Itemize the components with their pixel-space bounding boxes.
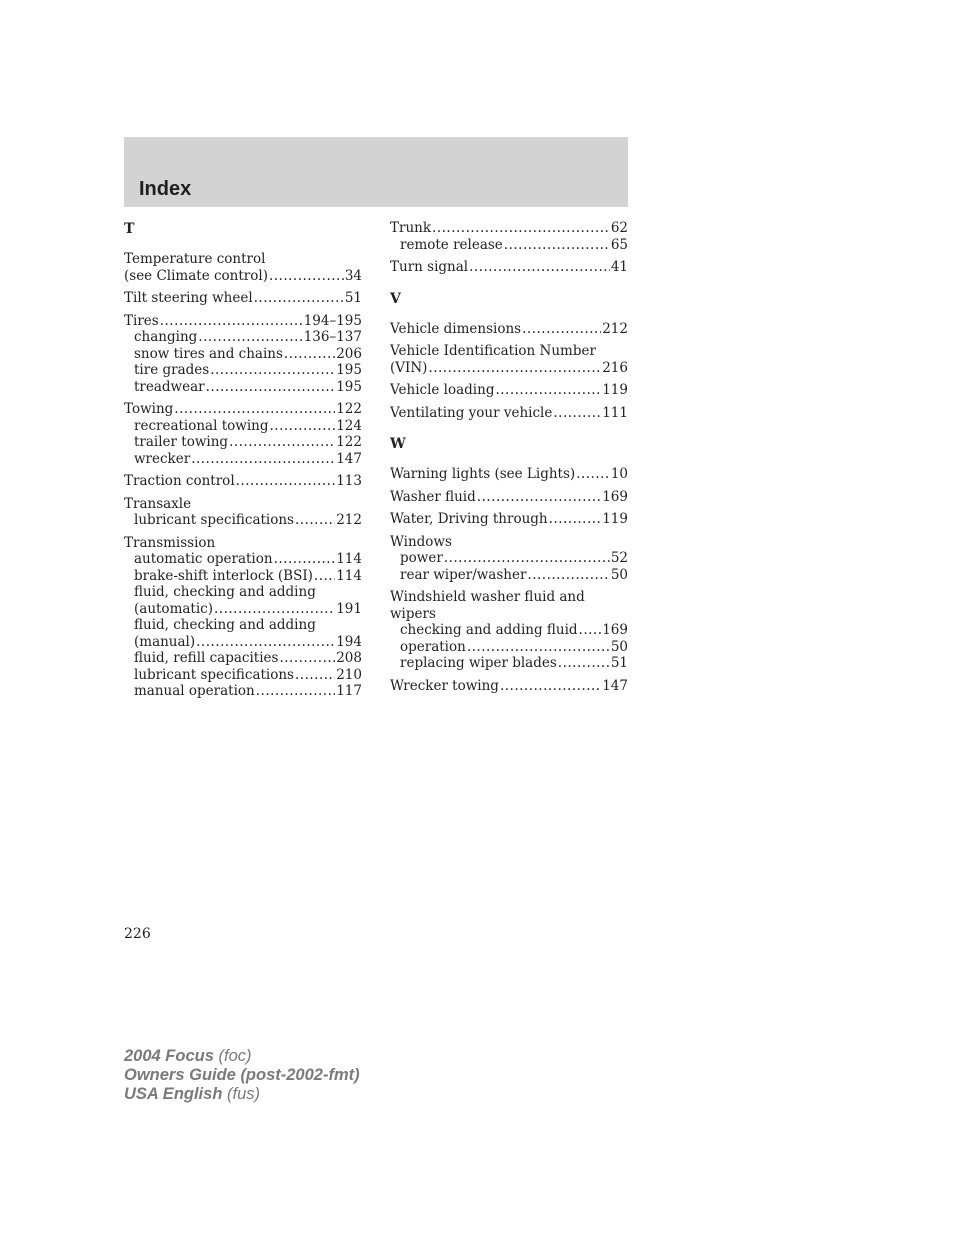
index-page-ref: 113 [336, 473, 362, 489]
index-entry-line [124, 313, 362, 330]
index-subentry-line [124, 379, 362, 396]
index-term: remote release [400, 236, 503, 253]
index-entry-line [390, 405, 628, 422]
index-entry-line [390, 360, 628, 377]
dot-leader [210, 362, 335, 379]
dot-leader [160, 313, 303, 330]
index-term: Transmission [124, 534, 216, 551]
index-page-ref: 122 [336, 434, 362, 450]
dot-leader [558, 655, 610, 672]
index-entry-line [124, 268, 362, 285]
index-subentry-line [124, 650, 362, 667]
dot-leader [495, 382, 601, 399]
index-subentry-line [124, 634, 362, 651]
index-page-ref: 119 [602, 511, 628, 527]
index-page-ref: 210 [336, 666, 362, 683]
index-term: manual operation [134, 683, 255, 699]
index-term: Tires [124, 312, 159, 329]
dot-leader [504, 237, 610, 254]
index-term: Vehicle dimensions [390, 320, 522, 337]
index-subentry-line [124, 551, 362, 568]
index-entry [390, 534, 628, 584]
dot-leader [214, 601, 335, 618]
index-letter-heading: W [390, 436, 406, 452]
index-entry [124, 535, 362, 700]
index-page-ref: 194 [336, 633, 362, 650]
dot-leader [295, 667, 335, 684]
index-subentry-line [124, 568, 362, 585]
index-page-ref: 169 [602, 488, 628, 505]
index-entry-line [390, 466, 628, 483]
dot-leader [579, 622, 602, 639]
index-entry [124, 473, 362, 490]
index-term: tire grades [134, 362, 210, 378]
index-subentry-line [124, 329, 362, 346]
footer-model-code: (foc) [218, 1047, 252, 1065]
index-page-ref: 111 [602, 404, 628, 421]
index-term: lubricant specifications [134, 666, 294, 683]
index-term: recreational towing [134, 417, 269, 434]
index-term: wrecker [134, 450, 191, 467]
index-term: Vehicle Identification Number [390, 343, 596, 359]
index-entry-line [124, 473, 362, 490]
index-entry [390, 489, 628, 506]
index-term: (manual) [134, 633, 196, 650]
index-entry-line [390, 259, 628, 276]
dot-leader [444, 550, 610, 567]
index-subentry-line [390, 622, 628, 639]
dot-leader [553, 405, 601, 422]
index-term: Washer fluid [390, 488, 476, 505]
index-page-ref: 34 [344, 267, 362, 284]
index-entry-line [124, 535, 362, 552]
footer-language: USA English [124, 1085, 223, 1103]
dot-leader [428, 360, 601, 377]
index-term: (VIN) [390, 359, 428, 376]
index-subentry-line [390, 567, 628, 584]
index-subentry-line [124, 346, 362, 363]
dot-leader [174, 401, 335, 418]
index-term: Wrecker towing [390, 677, 499, 694]
index-subentry-line [124, 418, 362, 435]
index-page-ref: 51 [344, 290, 362, 306]
index-subentry-line [124, 512, 362, 529]
index-entry-line [390, 606, 628, 623]
index-term: treadwear [134, 378, 205, 395]
index-page-ref: 124 [336, 417, 362, 434]
index-page-ref: 114 [336, 567, 362, 584]
dot-leader [527, 567, 609, 584]
footer-line-guide [124, 1066, 360, 1085]
index-page-ref: 212 [336, 512, 362, 528]
index-subentry-line [124, 362, 362, 379]
index-term: Trunk [390, 220, 432, 236]
index-term: wipers [390, 605, 436, 622]
dot-leader [198, 329, 302, 346]
index-page-ref: 191 [336, 600, 362, 617]
footer-line-language [124, 1085, 360, 1104]
index-term: Transaxle [124, 495, 192, 512]
index-entry-line [390, 321, 628, 338]
dot-leader [295, 512, 335, 529]
dot-leader [274, 551, 336, 568]
index-subentry-line [390, 655, 628, 672]
index-page-ref: 117 [336, 683, 362, 699]
index-entry-line [390, 220, 628, 237]
index-subentry-line [124, 584, 362, 601]
dot-leader [469, 259, 610, 276]
index-page-ref: 50 [610, 566, 628, 583]
index-page-ref: 10 [610, 466, 628, 482]
dot-leader [522, 321, 601, 338]
index-term: snow tires and chains [134, 345, 283, 362]
page-number: 226 [124, 926, 151, 942]
index-entry-line [390, 382, 628, 399]
index-term: brake-shift interlock (BSI) [134, 567, 313, 584]
dot-leader [284, 346, 335, 363]
index-term: Vehicle loading [390, 382, 495, 398]
index-entry [124, 313, 362, 396]
index-subentry-line [124, 601, 362, 618]
index-term: fluid, checking and adding [134, 584, 316, 600]
dot-leader [432, 220, 610, 237]
index-term: trailer towing [134, 434, 229, 450]
index-term: (see Climate control) [124, 267, 268, 284]
index-term: fluid, refill capacities [134, 650, 279, 666]
index-page-ref: 208 [336, 650, 362, 666]
index-term: Windows [390, 533, 452, 550]
index-page-ref: 41 [610, 259, 628, 275]
dot-leader [254, 290, 344, 307]
index-page-ref: 51 [610, 655, 628, 671]
index-term: Water, Driving through [390, 511, 548, 527]
index-page-ref: 195 [336, 362, 362, 378]
index-term: lubricant specifications [134, 512, 294, 528]
index-page-ref: 216 [602, 359, 628, 376]
index-entry-line [390, 511, 628, 528]
index-page-ref: 50 [610, 638, 628, 655]
index-page-ref: 194–195 [303, 312, 362, 329]
index-term: Turn signal [390, 259, 469, 275]
index-entry [390, 405, 628, 422]
index-entry [390, 321, 628, 338]
index-term: operation [400, 638, 466, 655]
footer-guide: Owners Guide (post-2002-fmt) [124, 1066, 360, 1084]
index-page-ref: 136–137 [303, 329, 362, 345]
footer-language-code: (fus) [227, 1085, 260, 1103]
index-entry [124, 290, 362, 307]
index-entry-line [390, 589, 628, 606]
footer-model: 2004 Focus [124, 1047, 214, 1065]
index-column-right [390, 220, 628, 700]
index-page-ref: 206 [336, 345, 362, 362]
index-term: automatic operation [134, 551, 273, 567]
index-entry [124, 496, 362, 529]
document-footer [124, 1047, 360, 1104]
index-entry-line [124, 251, 362, 268]
index-page-ref: 147 [336, 450, 362, 467]
index-entry [390, 382, 628, 399]
index-column-left [124, 220, 362, 706]
index-subentry-line [390, 639, 628, 656]
dot-leader [191, 451, 335, 468]
index-term: checking and adding fluid [400, 622, 578, 638]
dot-leader [467, 639, 610, 656]
dot-leader [206, 379, 336, 396]
index-entry [390, 466, 628, 483]
index-entry [390, 678, 628, 695]
index-subentry-line [390, 550, 628, 567]
index-term: Windshield washer fluid and [390, 589, 585, 605]
index-page-ref: 52 [610, 550, 628, 566]
index-entry [390, 259, 628, 276]
index-entry [390, 511, 628, 528]
index-term: Warning lights (see Lights) [390, 466, 576, 482]
index-term: (automatic) [134, 600, 213, 617]
index-entry [124, 251, 362, 284]
index-subentry-line [124, 434, 362, 451]
index-page-ref: 62 [610, 220, 628, 236]
index-entry-line [124, 290, 362, 307]
index-term: Tilt steering wheel [124, 290, 253, 306]
index-entry-line [390, 678, 628, 695]
index-term: Traction control [124, 473, 235, 489]
dot-leader [236, 473, 336, 490]
index-page-ref: 195 [336, 378, 362, 395]
index-entry-line [124, 401, 362, 418]
index-page-ref: 147 [602, 677, 628, 694]
index-page-ref: 114 [336, 551, 362, 567]
index-letter-heading: T [124, 221, 135, 237]
dot-leader [279, 650, 335, 667]
index-term: replacing wiper blades [400, 655, 557, 671]
index-term: Ventilating your vehicle [390, 404, 553, 421]
dot-leader [229, 434, 335, 451]
index-page-ref: 119 [602, 382, 628, 398]
index-entry [390, 589, 628, 672]
dot-leader [196, 634, 335, 651]
dot-leader [269, 268, 344, 285]
index-entry-line [124, 496, 362, 513]
index-entry [390, 220, 628, 253]
dot-leader [256, 683, 335, 700]
dot-leader [549, 511, 602, 528]
dot-leader [314, 568, 335, 585]
index-term: Temperature control [124, 251, 266, 267]
index-term: changing [134, 329, 198, 345]
index-letter-heading: V [390, 290, 401, 307]
index-subentry-line [124, 667, 362, 684]
index-term: rear wiper/washer [400, 566, 527, 583]
index-entry-line [390, 343, 628, 360]
page-title: Index [139, 178, 192, 200]
index-term: fluid, checking and adding [134, 617, 316, 633]
index-subentry-line [124, 617, 362, 634]
index-subentry-line [124, 451, 362, 468]
index-page-ref: 169 [602, 622, 628, 638]
index-page-ref: 122 [336, 401, 362, 417]
index-entry [124, 401, 362, 467]
index-header-band [124, 137, 628, 207]
footer-line-model [124, 1047, 360, 1066]
index-page-ref: 212 [602, 320, 628, 337]
index-subentry-line [390, 237, 628, 254]
index-page-ref: 65 [610, 236, 628, 253]
dot-leader [500, 678, 601, 695]
index-entry-line [390, 534, 628, 551]
dot-leader [269, 418, 335, 435]
dot-leader [576, 466, 610, 483]
index-subentry-line [124, 683, 362, 700]
index-term: Towing [124, 401, 174, 417]
index-term: power [400, 550, 443, 566]
dot-leader [477, 489, 601, 506]
index-entry-line [390, 489, 628, 506]
index-entry [390, 343, 628, 376]
